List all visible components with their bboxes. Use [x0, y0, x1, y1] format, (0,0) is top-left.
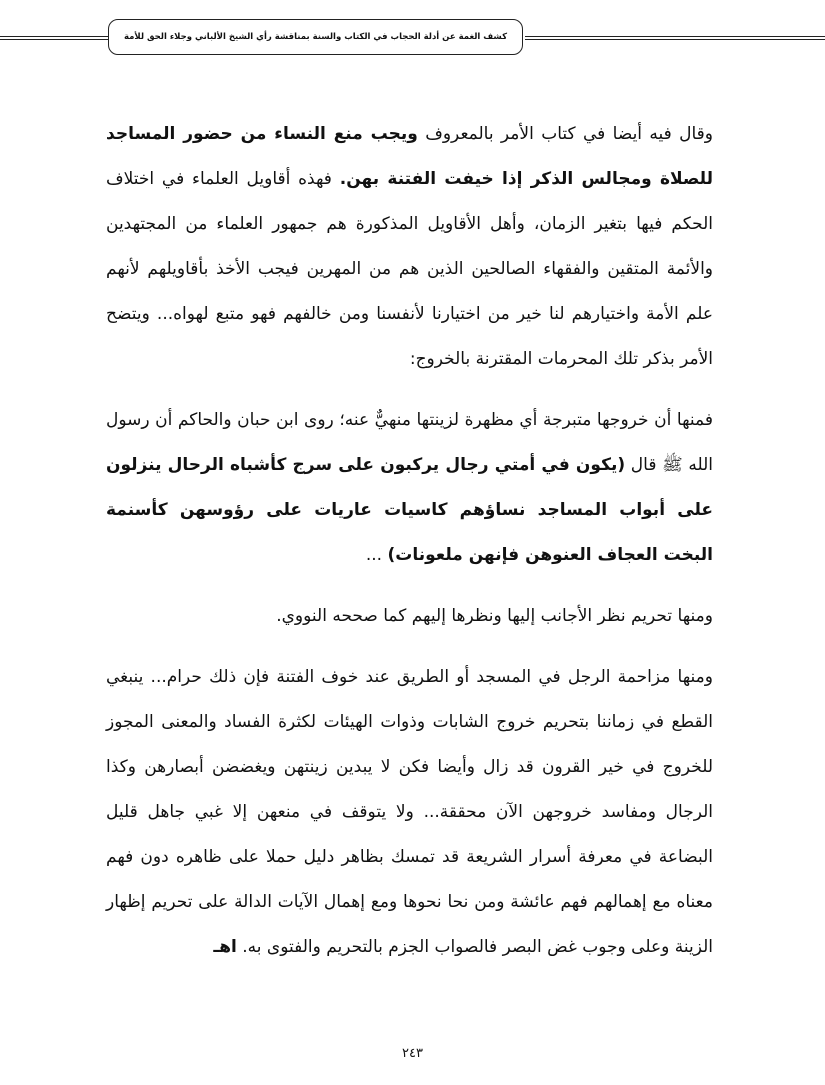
paragraph-2-text: فمنها أن خروجها متبرجة أي مظهرة لزينتها منهيٌّ عنه؛ روى ابن حبان والحاكم أن رسول الله ﷺ قال — [106, 410, 713, 475]
paragraph-1-text: وقال فيه أيضا في كتاب الأمر بالمعروف — [417, 124, 713, 144]
paragraph-1-continuation: فهذه أقاويل العلماء في اختلاف الحكم فيها بتغير الزمان، وأهل الأقاويل المذكورة هم جمهور العلماء من المجتهدين والأئمة المتقين والفقهاء الصالحين الذين هم من المهرين فيجب الأخذ بأقاويلهم لأنهم علم الأمة واختيارهم لنا خير من اختيارنا لأنفسنا ومن خالفهم فهو متبع لهواه... ويتضح الأمر بذكر تلك المحرمات المقترنة بالخروج: — [106, 169, 713, 369]
hadith-quote: (يكون في أمتي رجال يركبون على سرج كأشباه الرحال ينزلون على أبواب المساجد نساؤهم كاسيات عاريات على رؤوسهن كأسنمة البخت العجاف العنوهن فإنهن ملعونات) — [106, 455, 713, 565]
paragraph-4-text: ومنها مزاحمة الرجل في المسجد أو الطريق عند خوف الفتنة فإن ذلك حرام... ينبغي القطع في زماننا بتحريم خروج الشابات وذوات الهيئات لكثرة الفساد والمعنى المجوز للخروج في خير القرون قد زال وأيضا فكن لا يبدين زينتهن ويغضضن أبصارهن وكذا الرجال ومفاسد خروجهن الآن محققة... ولا يتوقف في منعهن إلا غبي جاهل قليل البضاعة في معرفة أسرار الشريعة قد تمسك بظاهر دليل حملا على ظاهره دون فهم معناه مع إهمالهم فهم عائشة ومن نحا نحوها ومع إهمال الآيات الدالة على تحريم إظهار الزينة وعلى وجوب غض البصر فالصواب الجزم بالتحريم والفتوى به. — [106, 667, 713, 957]
header-rule-right — [525, 36, 825, 40]
paragraph-2 — [106, 398, 713, 578]
paragraph-1-emphasis: ويجب منع النساء من حضور المساجد للصلاة ومجالس الذكر إذا خيفت الفتنة بهن. — [106, 124, 713, 189]
paragraph-1 — [106, 112, 713, 382]
page-body — [106, 112, 713, 970]
header-title-box — [108, 19, 523, 55]
paragraph-4-end-mark: اهـ — [213, 937, 237, 957]
paragraph-3-text: ومنها تحريم نظر الأجانب إليها ونظرها إليهم كما صححه النووي. — [276, 606, 713, 626]
page-number: ٢٤٣ — [402, 1046, 423, 1061]
paragraph-2-ellipsis: ... — [365, 545, 388, 565]
header-rule-left — [0, 36, 108, 40]
paragraph-3 — [106, 594, 713, 639]
header-title: كشف الغمة عن أدلة الحجاب في الكتاب والسنة بمناقشة رأي الشيخ الألباني وجلاء الحق للأمة — [123, 32, 508, 42]
running-header — [0, 19, 825, 59]
paragraph-4 — [106, 655, 713, 970]
